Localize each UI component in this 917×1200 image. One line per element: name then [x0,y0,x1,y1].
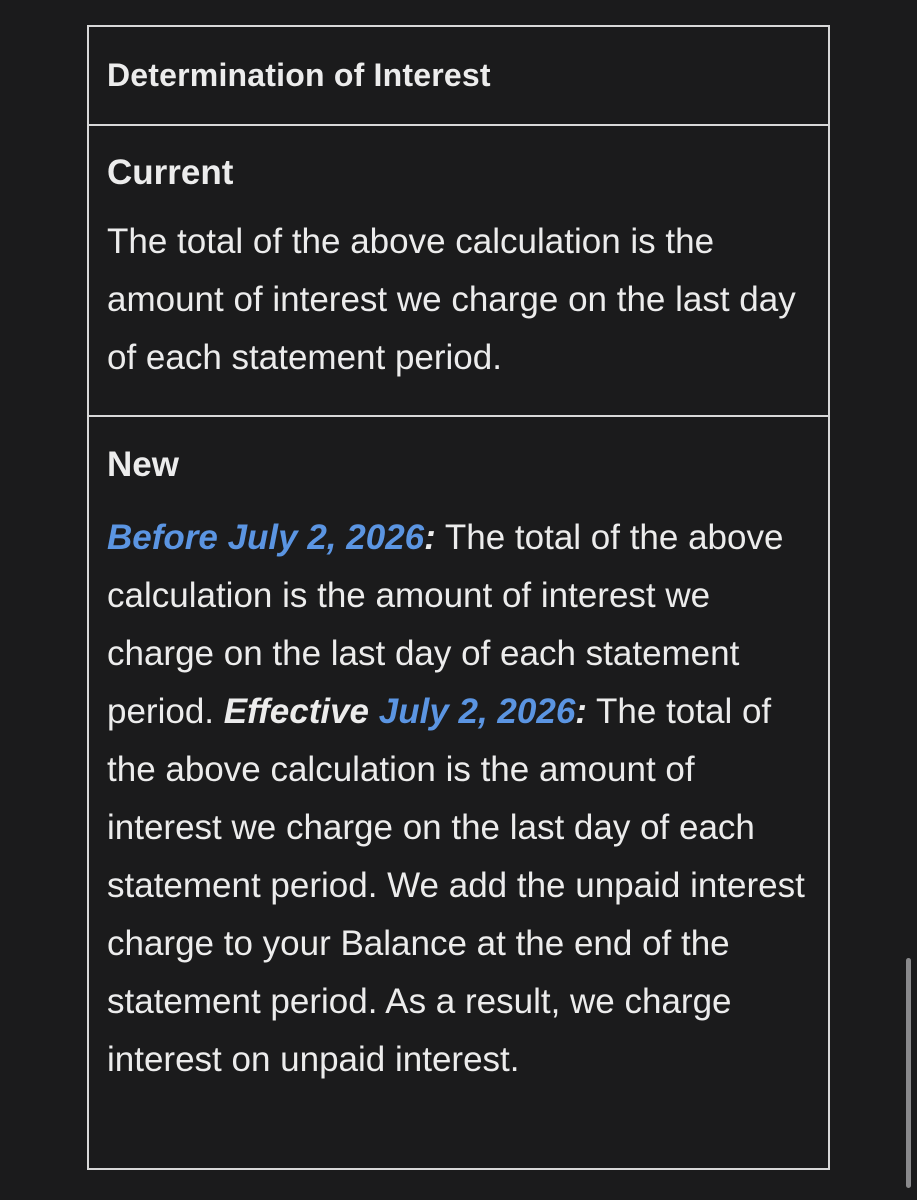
new-heading: New [107,445,179,484]
new-terms-cell [89,415,828,1168]
colon-before: : [424,518,436,557]
current-text: The total of the above calculation is the amount of interest we charge on the last day of each statement period. [107,222,796,377]
interest-disclosure-table [87,25,830,1170]
current-terms-cell [89,124,828,415]
effective-text: The total of the above calculation is the amount of interest we charge on the last day of each statement period. We add the unpaid interest charge to your Balance at the end of the statement period. As a result, we charge interest on unpaid interest. [107,692,805,1079]
before-date-link[interactable]: Before July 2, 2026 [107,518,425,557]
effective-label: Effective [223,692,370,731]
table-header-row [89,27,828,124]
table-title: Determination of Interest [107,57,491,93]
new-text [107,487,810,1089]
current-heading: Current [107,153,234,192]
colon-effective: : [575,692,587,731]
effective-date-link[interactable]: July 2, 2026 [378,692,576,731]
before-text: The total of the above calculation is the amount of interest we charge on the last day of each statement period. [107,518,784,731]
vertical-scrollbar[interactable] [906,958,911,1188]
effective-space [369,692,379,731]
